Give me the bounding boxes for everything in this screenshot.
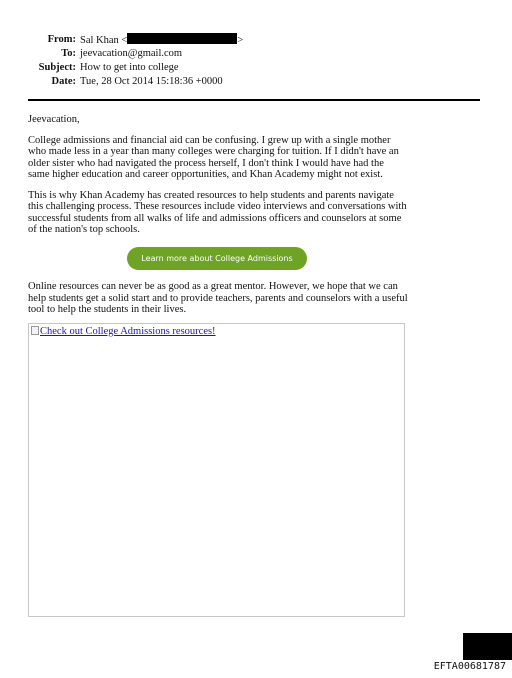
document-id: EFTA00681787	[433, 661, 506, 672]
email-body-continued	[28, 281, 408, 316]
date-row	[0, 75, 512, 89]
to-label: To:	[61, 48, 76, 59]
header-divider	[28, 99, 480, 101]
subject-value: How to get into college	[80, 62, 179, 73]
paragraph-3: Online resources can never be as good as a great mentor. However, we hope that we can help students get a solid start and to provide teachers, parents and counselors with a useful tool to help the students in their lives.	[28, 281, 408, 315]
email-headers	[0, 33, 512, 89]
greeting: Jeevacation,	[28, 114, 80, 125]
paragraph-2: This is why Khan Academy has created resources to help students and parents navigate this challenging process. These resources include video interviews and conversations with successful students from all walks of life and admissions officers and counselors at some of the nation's top schools.	[28, 189, 407, 235]
redaction-block-corner	[463, 633, 512, 660]
from-value: Sal Khan < >	[80, 35, 244, 46]
to-row	[0, 47, 512, 61]
broken-image-icon	[31, 326, 39, 335]
from-row	[0, 33, 512, 47]
subject-label: Subject:	[38, 62, 76, 73]
date-label: Date:	[51, 76, 76, 87]
email-body	[28, 114, 408, 245]
broken-image-frame[interactable]	[28, 323, 405, 617]
date-value: Tue, 28 Oct 2014 15:18:36 +0000	[80, 76, 223, 87]
paragraph-1: College admissions and financial aid can be confusing. I grew up with a single mother who made less in a year than many colleges were charging for tuition. If I didn't have an older sister who had navigated the process herself, I don't think I would have had the same higher education and career opportunities, and Khan Academy might not exist.	[28, 134, 399, 180]
redaction-block	[127, 33, 237, 44]
from-label: From:	[47, 34, 76, 45]
image-alt-link[interactable]: Check out College Admissions resources!	[31, 326, 216, 337]
subject-row	[0, 61, 512, 75]
learn-more-button[interactable]: Learn more about College Admissions	[127, 247, 307, 270]
cta-container	[127, 247, 307, 270]
to-value: jeevacation@gmail.com	[80, 48, 183, 59]
